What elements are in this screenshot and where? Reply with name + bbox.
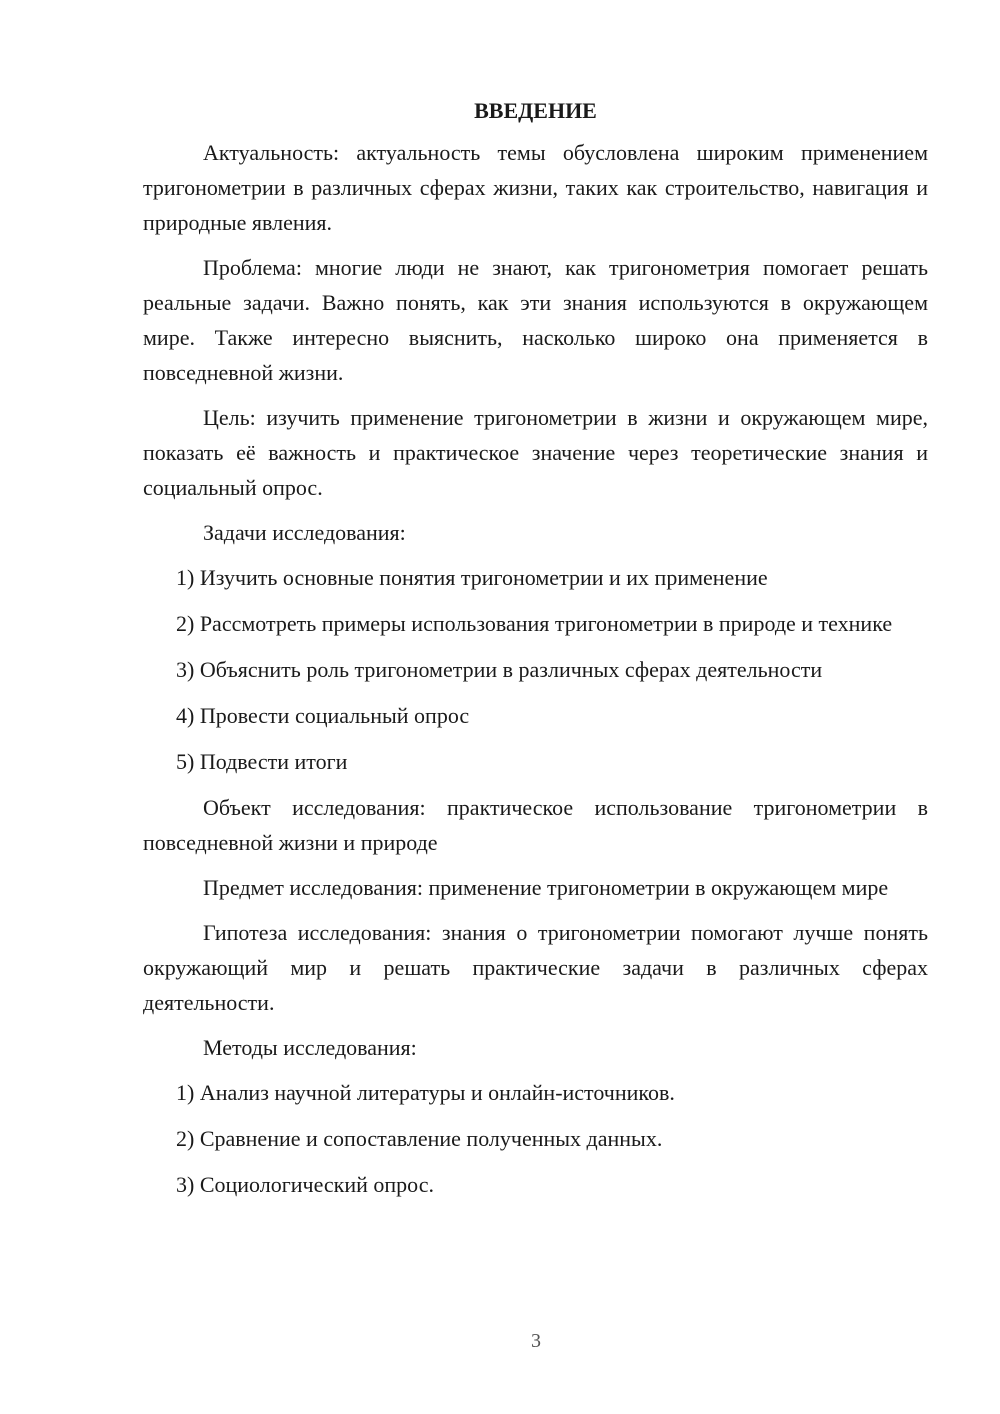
- task-item-3: 3) Объяснить роль тригонометрии в различных сферах деятельности: [176, 657, 823, 682]
- methods-heading: Методы исследования:: [203, 1035, 417, 1060]
- goal-paragraph: Цель: изучить применение тригонометрии в жизни и окружающем мире, показать её важность и практическое значение через теоретические знания и социальный опрос.: [143, 405, 928, 500]
- hypothesis-paragraph: Гипотеза исследования: знания о тригонометрии помогают лучше понять окружающий мир и решать практические задачи в различных сферах деятельности.: [143, 920, 928, 1015]
- problem-paragraph: Проблема: многие люди не знают, как тригонометрия помогает решать реальные задачи. Важно понять, как эти знания используются в окружающем мире. Также интересно выяснить, насколько широко она применяется в повседневной жизни.: [143, 255, 928, 385]
- page-body: [143, 93, 928, 1213]
- page-number: 3: [531, 1330, 541, 1352]
- method-item-1: 1) Анализ научной литературы и онлайн-источников.: [176, 1080, 675, 1105]
- method-item-3: 3) Социологический опрос.: [176, 1172, 434, 1197]
- method-item-2: 2) Сравнение и сопоставление полученных данных.: [176, 1126, 663, 1151]
- task-item-4: 4) Провести социальный опрос: [176, 703, 470, 728]
- subject-paragraph: Предмет исследования: применение тригонометрии в окружающем мире: [203, 875, 889, 900]
- tasks-heading: Задачи исследования:: [203, 520, 406, 545]
- object-paragraph: Объект исследования: практическое использование тригонометрии в повседневной жизни и природе: [143, 795, 928, 855]
- task-item-1: 1) Изучить основные понятия тригонометрии и их применение: [176, 565, 768, 590]
- page-title: ВВЕДЕНИЕ: [474, 98, 597, 123]
- relevance-paragraph: Актуальность: актуальность темы обусловлена широким применением тригонометрии в различных сферах жизни, таких как строительство, навигация и природные явления.: [143, 140, 928, 235]
- task-item-5: 5) Подвести итоги: [176, 749, 348, 774]
- task-item-2: 2) Рассмотреть примеры использования тригонометрии в природе и технике: [176, 611, 893, 636]
